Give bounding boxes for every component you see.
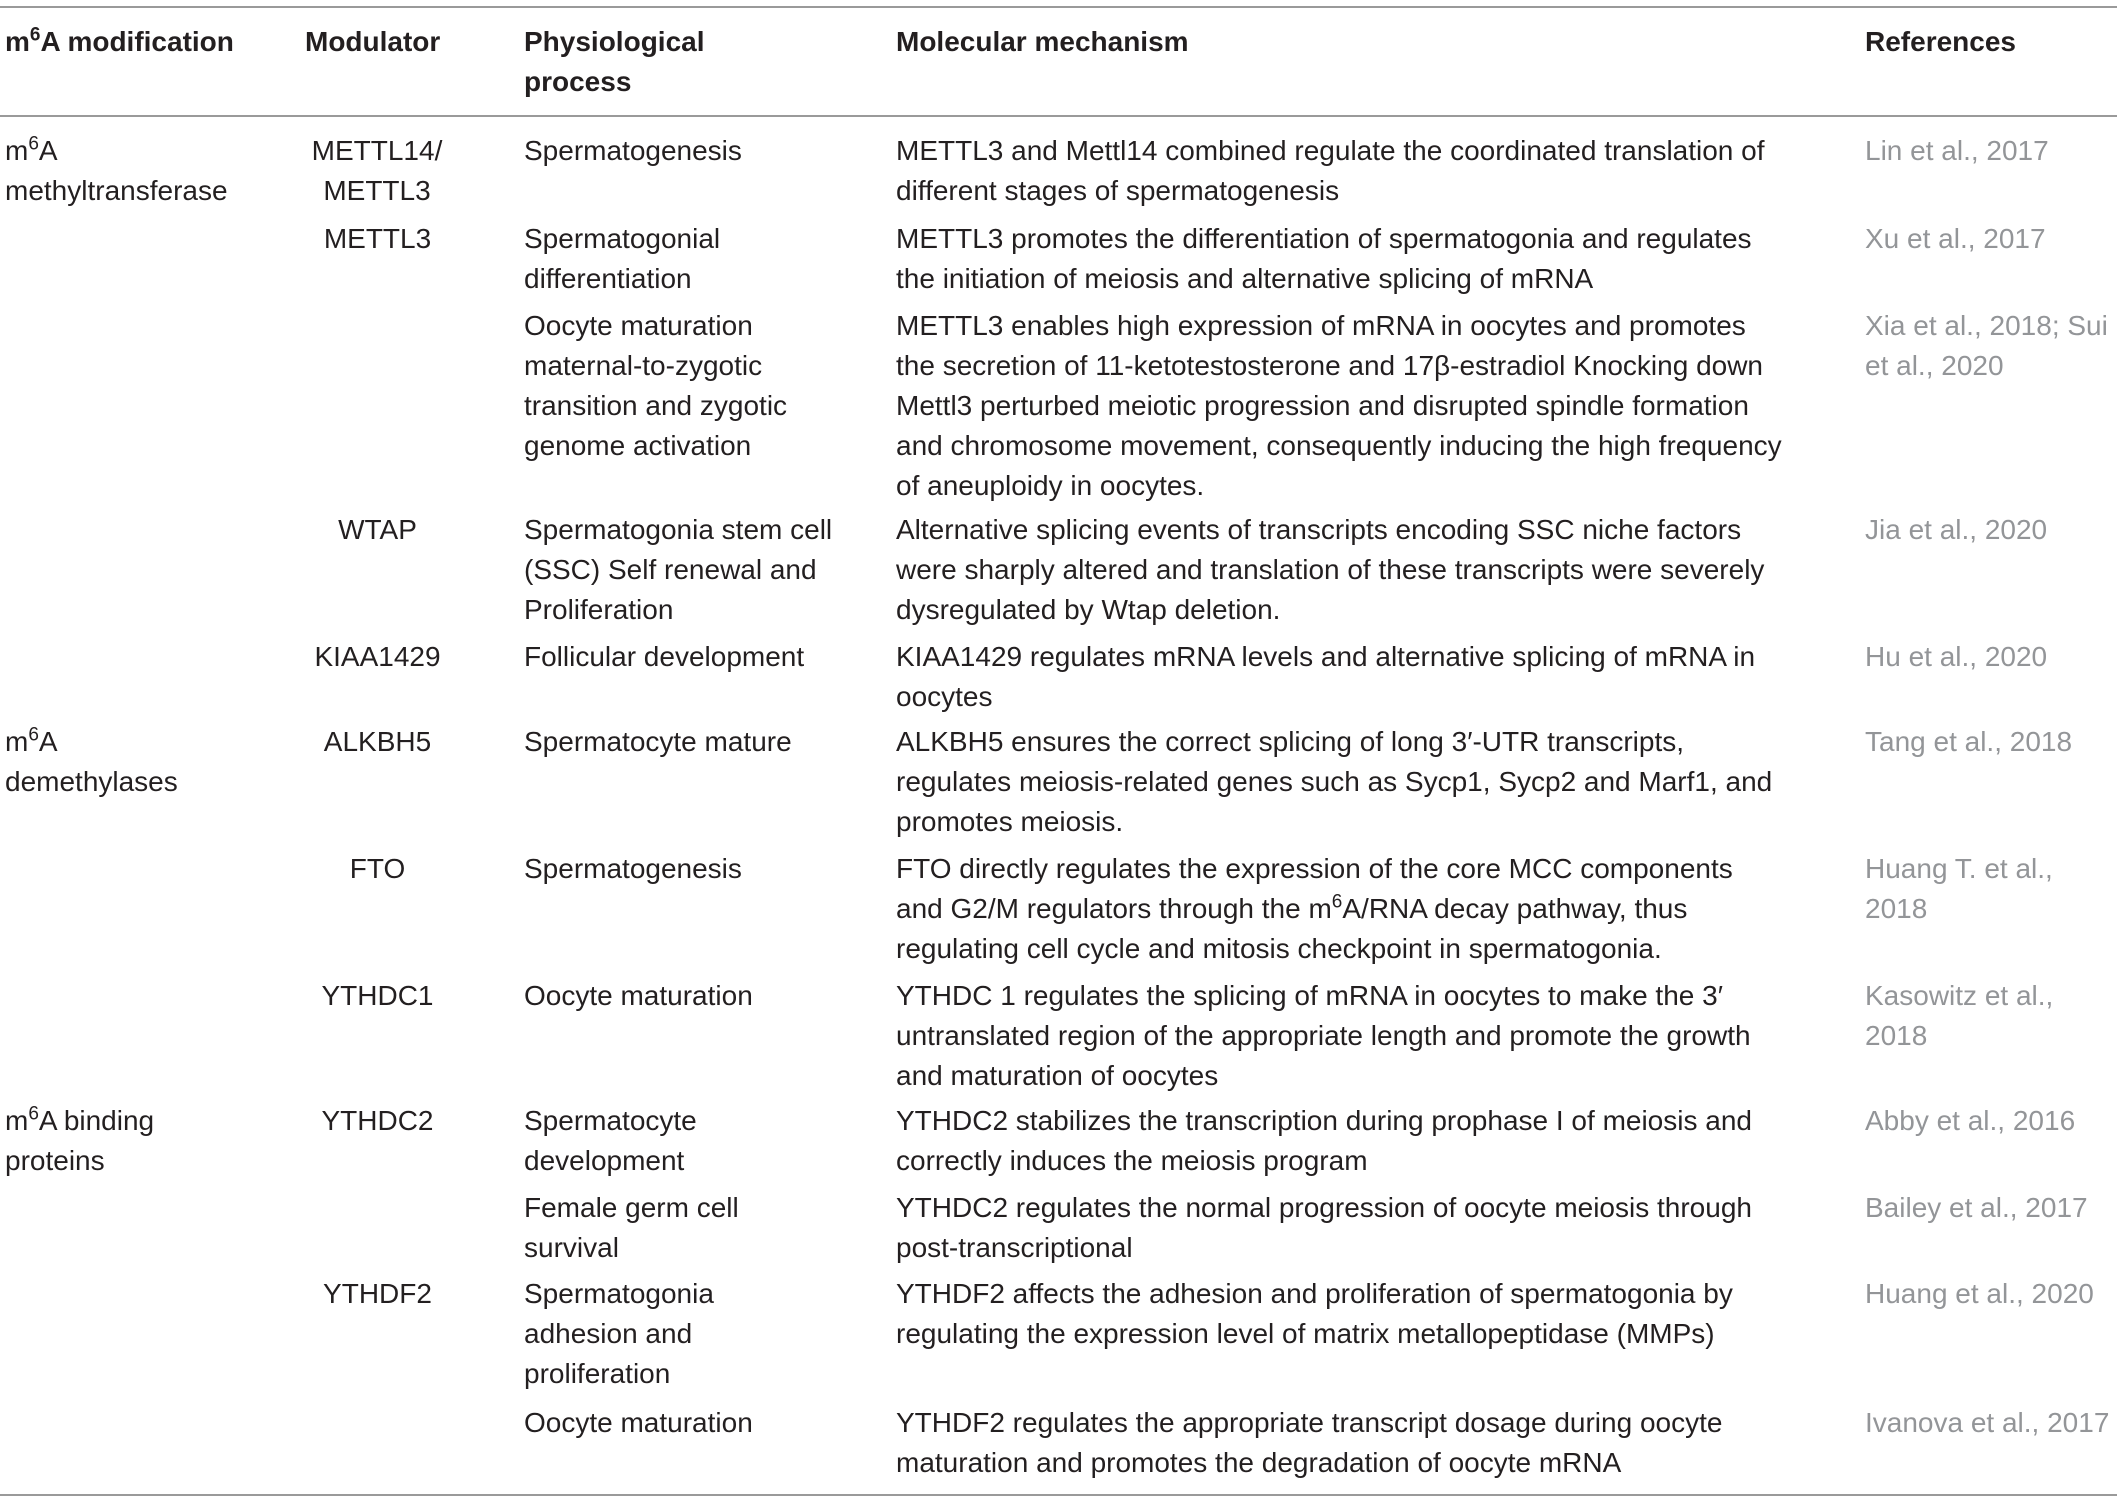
modulator-cell: METTL3 bbox=[323, 223, 432, 254]
reference-link[interactable]: Tang et al., 2018 bbox=[1865, 726, 2073, 757]
mechanism-cell: YTHDC2 stabilizes the transcription during prophase I of meiosis and correctly induces the meiosis program bbox=[896, 1105, 1752, 1176]
header-modulator: Modulator bbox=[305, 26, 441, 57]
mechanism-cell: FTO directly regulates the expression of the core MCC components and G2/M regulators through the $m^6A$/RNA decay pathway, thus regulating cell cycle and mitosis checkpoint in spermatogonia. bbox=[896, 853, 1733, 964]
modulator-cell: FTO bbox=[349, 853, 406, 884]
mechanism-cell: YTHDF2 affects the adhesion and proliferation of spermatogonia by regulating the expression level of matrix metallopeptidase (MMPs) bbox=[896, 1278, 1733, 1349]
reference-link[interactable]: Kasowitz et al., 2018 bbox=[1865, 980, 2054, 1051]
modulator-cell: KIAA1429 bbox=[314, 641, 441, 672]
reference-link[interactable]: Ivanova et al., 2017 bbox=[1865, 1407, 2110, 1438]
process-cell: Spermatogenesis bbox=[524, 135, 742, 166]
reference-link[interactable]: Hu et al., 2020 bbox=[1865, 641, 2048, 672]
reference-link[interactable]: Sui et al., 2020 bbox=[1865, 310, 2108, 381]
process-cell: Spermatogonia stem cell (SSC) Self renewal and Proliferation bbox=[524, 514, 833, 625]
reference-link[interactable]: Jia et al., 2020 bbox=[1865, 514, 2048, 545]
reference-link[interactable]: Xia et al., 2018 bbox=[1865, 310, 2052, 341]
process-cell: Oocyte maturation maternal-to-zygotic transition and zygotic genome activation bbox=[524, 310, 788, 461]
reference-link[interactable]: Xu et al., 2017 bbox=[1865, 223, 2046, 254]
group-label-binding-proteins: $m^6A$ binding proteins bbox=[5, 1103, 155, 1176]
process-cell: Follicular development bbox=[524, 641, 805, 672]
reference-cell: Xia et al., 2018; Sui et al., 2020 bbox=[1865, 310, 2108, 381]
reference-link[interactable]: Lin et al., 2017 bbox=[1865, 135, 2049, 166]
process-cell: Spermatocyte development bbox=[524, 1105, 697, 1176]
mechanism-cell: YTHDF2 regulates the appropriate transcript dosage during oocyte maturation and promotes the degradation of oocyte mRNA bbox=[896, 1407, 1723, 1478]
process-cell: Spermatogonial differentiation bbox=[524, 223, 721, 294]
table-top-rule bbox=[0, 6, 2117, 8]
process-cell: Spermatocyte mature bbox=[524, 726, 792, 757]
mechanism-cell: METTL3 and Mettl14 combined regulate the coordinated translation of different stages of spermatogenesis bbox=[896, 135, 1765, 206]
mechanism-cell: YTHDC2 regulates the normal progression of oocyte meiosis through post-transcriptional bbox=[896, 1192, 1752, 1263]
group-label-methyltransferase: $m^6A$ methyltransferase bbox=[5, 133, 228, 206]
header-references: References bbox=[1865, 26, 2016, 57]
mechanism-cell: ALKBH5 ensures the correct splicing of long 3′-UTR transcripts, regulates meiosis-related genes such as Sycp1, Sycp2 and Marf1, and promotes meiosis. bbox=[896, 726, 1773, 837]
process-cell: Spermatogenesis bbox=[524, 853, 742, 884]
mechanism-cell: METTL3 enables high expression of mRNA in oocytes and promotes the secretion of 11-ketotestosterone and 17β-estradiol Knocking down Mettl3 perturbed meiotic progression and disrupted spindle formation and chromosome movement, consequently inducing the high frequency of aneuploidy in oocytes. bbox=[896, 310, 1782, 501]
header-modification: $m^6A$ modification bbox=[5, 24, 234, 57]
mechanism-cell: Alternative splicing events of transcripts encoding SSC niche factors were sharply altered and translation of these transcripts were severely dysregulated by Wtap deletion. bbox=[896, 514, 1765, 625]
reference-link[interactable]: Huang et al., 2020 bbox=[1865, 1278, 2094, 1309]
table-header-rule bbox=[0, 115, 2117, 117]
process-cell: Oocyte maturation bbox=[524, 980, 753, 1011]
process-cell: Oocyte maturation bbox=[524, 1407, 753, 1438]
table-bottom-rule bbox=[0, 1494, 2117, 1496]
reference-link[interactable]: Huang T. et al., 2018 bbox=[1865, 853, 2053, 924]
header-process: Physiological process bbox=[524, 26, 705, 97]
modulator-cell: WTAP bbox=[338, 514, 417, 545]
mechanism-cell: METTL3 promotes the differentiation of spermatogonia and regulates the initiation of meiosis and alternative splicing of mRNA bbox=[896, 223, 1752, 294]
reference-link[interactable]: Abby et al., 2016 bbox=[1865, 1105, 2076, 1136]
modulator-cell: YTHDC2 bbox=[321, 1105, 434, 1136]
header-mechanism: Molecular mechanism bbox=[896, 26, 1189, 57]
reference-link[interactable]: Bailey et al., 2017 bbox=[1865, 1192, 2088, 1223]
modulator-cell: METTL14/ METTL3 bbox=[311, 135, 443, 206]
modulator-cell: YTHDF2 bbox=[323, 1278, 432, 1309]
process-cell: Female germ cell survival bbox=[524, 1192, 739, 1263]
process-cell: Spermatogonia adhesion and proliferation bbox=[524, 1278, 714, 1389]
mechanism-cell: YTHDC 1 regulates the splicing of mRNA in oocytes to make the 3′ untranslated region of the appropriate length and promote the growth and maturation of oocytes bbox=[896, 980, 1751, 1091]
mechanism-cell: KIAA1429 regulates mRNA levels and alternative splicing of mRNA in oocytes bbox=[896, 641, 1756, 712]
modulator-cell: YTHDC1 bbox=[321, 980, 434, 1011]
modulator-cell: ALKBH5 bbox=[323, 726, 432, 757]
group-label-demethylases: $m^6A$ demethylases bbox=[5, 724, 178, 797]
